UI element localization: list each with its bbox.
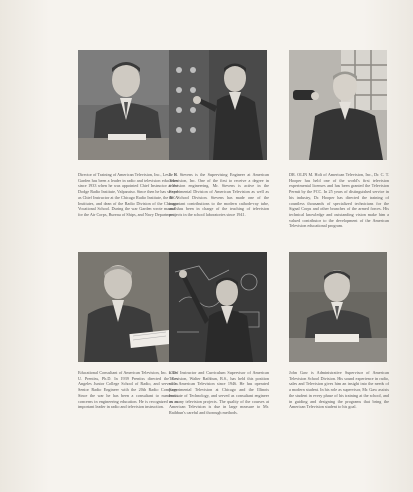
caption-text: John Gaw is Administrative Supervisor of American Television School Division. His sound experience in radio, sales and Television gives him an insight into the needs of a modern student. In his role as supervisor, Mr. Gaw assists the student in every phase of his training at the school, and in guiding and designing the programs that bring the American Television student to his goal. bbox=[289, 370, 389, 410]
portrait-photo-director bbox=[78, 50, 176, 160]
caption-gaw bbox=[289, 370, 389, 448]
caption-text: DR. OLIN M. Holt of American Television, Inc., Dr. C. T. Hooper has held one of the world's first television experimental licenses and has been granted the Television Permit by the FCC. In 25 years of distinguished service in his industry, Dr. Hooper has directed the training of countless thousands of specialized technicians for the Signal Corps and other branches of the armed forces. His technical knowledge and outstanding vision make him a valued contributor to the development of the American Television educational program. bbox=[289, 172, 389, 229]
portrait-photo-hooper bbox=[289, 50, 387, 160]
caption-instructor bbox=[169, 370, 269, 448]
portrait-photo-instructor bbox=[169, 252, 267, 362]
caption-director bbox=[78, 172, 178, 250]
portrait-photo-engineer bbox=[169, 50, 267, 160]
caption-text: J. S. Stevens is the Supervising Engineer at American Television, Inc. One of the first to receive a degree in television engineering, Mr. Stevens is active in the Experimental Division of American Television as well as the School Division. Stevens has made one of the important contributions to the modern cathode-ray tube, and has been in charge of the teaching of television projects in the school laboratories since 1941. bbox=[169, 172, 269, 217]
portrait-photo-consultant bbox=[78, 252, 176, 362]
caption-engineer bbox=[169, 172, 269, 250]
caption-consultant bbox=[78, 370, 178, 448]
caption-text: Director of Training of American Television, Inc., Leslie H. Garden has been a leader in radio and television education since 1933 when he was appointed Chief Instructor at the Dodge Radio Institute, Valparaiso. Since then he has served as Chief Instructor at the Chicago Radio Institute, the RCA Institutes, and dean of the Radio Division of the Chicago Vocational School. During the war Garden wrote manuals for the Air Corps, Bureau of Ships, and Navy Department. bbox=[78, 172, 178, 217]
caption-text: Educational Consultant of American Television, Inc. is Dr. U. Prentiss, Ph.D. In 1939 Prentiss directed the Los Angeles Junior College School of Radio, and served as Senior Radio Engineer with the 20th Radio Company. Since the war he has been a consultant to numerous concerns in engineering education. He is recognized as an important leader in radio and television instruction. bbox=[78, 370, 178, 410]
caption-text: Chief Instructor and Curriculum Supervisor of American Television, Walter Rathbun, B.S., has held this position with American Television since 1946. He has operated Experimental Television at Chicago and the Illinois Institute of Technology, and served as consultant engineer on many television projects. The quality of the courses at American Television is due in large measure to Mr. Rathbun's careful and thorough methods. bbox=[169, 370, 269, 415]
caption-hooper bbox=[289, 172, 389, 250]
portrait-photo-gaw bbox=[289, 252, 387, 362]
